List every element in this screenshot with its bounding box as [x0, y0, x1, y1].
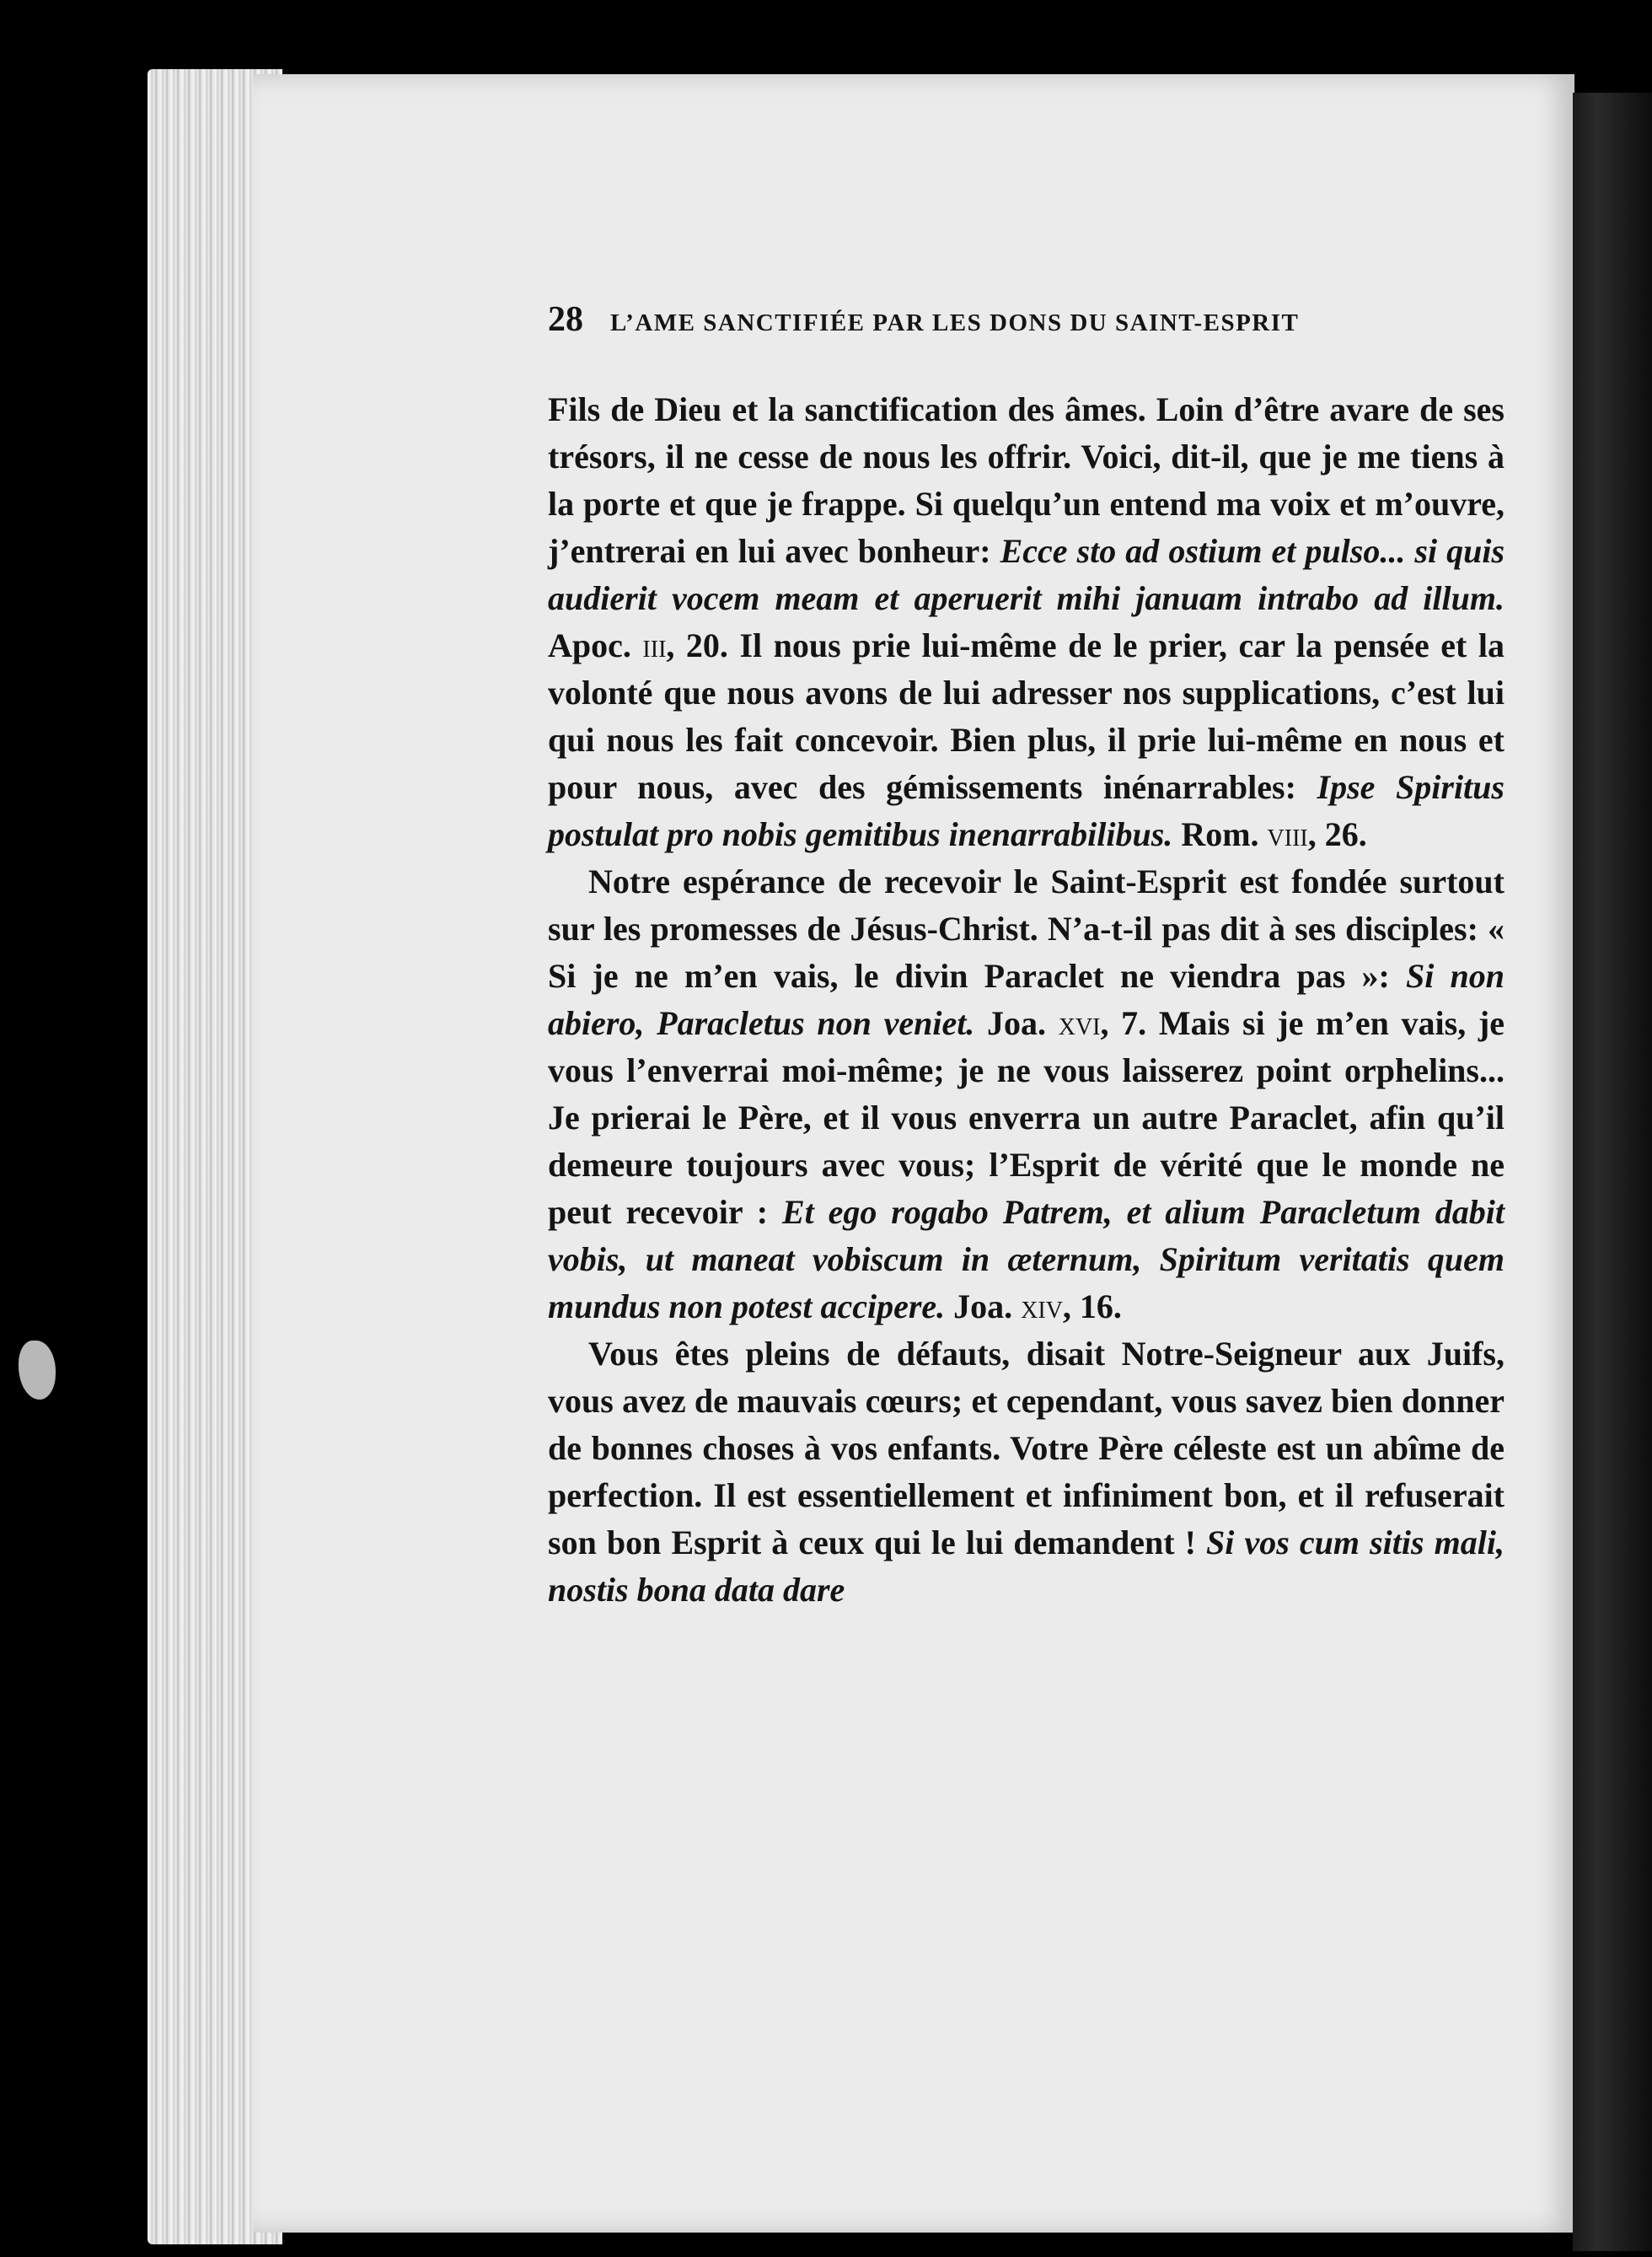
text-segment: Rom. — [1172, 815, 1268, 853]
running-head — [548, 299, 1504, 340]
text-segment: Joa. — [974, 1004, 1059, 1042]
text-segment: , 7. Mais si je m’en vais, je vous l’enverrai moi-même; je ne vous laisserez point orphelins... Je prierai le Père, et il vous enverra un autre Paraclet, afin qu’il demeure toujours avec vous; l’Esprit de vérité que le monde ne peut recevoir : — [548, 1004, 1504, 1231]
latin-quotation: Si non abiero, Paracletus non veniet. — [548, 957, 1504, 1042]
chapter-numeral: xvi — [1058, 1004, 1101, 1042]
text-segment: Apoc. — [548, 626, 643, 664]
text-block — [548, 299, 1504, 1614]
latin-quotation: Et ego rogabo Patrem, et alium Paracletum dabit vobis, ut maneat vobiscum in æternum, Spiritum veritatis quem mundus non potest accipere. — [548, 1193, 1504, 1325]
margin-stain — [19, 1341, 56, 1400]
binding-shadow — [1573, 93, 1652, 2251]
page-number: 28 — [548, 300, 583, 339]
latin-quotation: Ecce sto ad ostium et pulso... si quis audierit vocem meam et aperuerit mihi januam intrabo ad illum. — [548, 532, 1505, 617]
text-segment: Notre espérance de recevoir le Saint-Esprit est fondée surtout sur les promesses de Jésus-Christ. N’a-t-il pas dit à ses disciples: « Si je ne m’en vais, le divin Paraclet ne viendra pas »: — [548, 862, 1504, 995]
chapter-numeral: xiv — [1021, 1287, 1063, 1325]
chapter-numeral: iii — [642, 626, 667, 664]
body-text — [548, 386, 1504, 1614]
running-head-title: L’AME SANCTIFIÉE PAR LES DONS DU SAINT-ESPRIT — [610, 309, 1300, 336]
latin-quotation: Si vos cum sitis mali, nostis bona data dare — [548, 1523, 1504, 1609]
paragraph — [548, 858, 1504, 1330]
text-segment: , 20. Il nous prie lui-même de le prier, car la pensée et la volonté que nous avons de lui adresser nos supplications, c’est lui qui nous les fait concevoir. Bien plus, il prie lui-même en nous et pour nous, avec des gémissements inénarrables: — [548, 626, 1504, 806]
text-segment: Joa. — [945, 1287, 1022, 1325]
text-segment: Fils de Dieu et la sanctification des âmes. Loin d’être avare de ses trésors, il ne cesse de nous les offrir. Voici, dit-il, que je me tiens à la porte et que je frappe. Si quelqu’un entend ma voix et m’ouvre, j’entrerai en lui avec bonheur: — [548, 390, 1504, 570]
text-segment: Vous êtes pleins de défauts, disait Notre-Seigneur aux Juifs, vous avez de mauvais cœurs; et cependant, vous savez bien donner de bonnes choses à vos enfants. Votre Père céleste est un abîme de perfection. Il est essentiellement et infiniment bon, et il refuserait son bon Esprit à ceux qui le lui demandent ! — [548, 1335, 1504, 1561]
paragraph — [548, 1330, 1504, 1614]
paragraph — [548, 386, 1504, 858]
latin-quotation: Ipse Spiritus postulat pro nobis gemitibus inenarrabilibus. — [548, 768, 1504, 853]
text-segment: , 26. — [1307, 815, 1367, 853]
text-segment: , 16. — [1062, 1287, 1122, 1325]
chapter-numeral: viii — [1267, 815, 1308, 853]
